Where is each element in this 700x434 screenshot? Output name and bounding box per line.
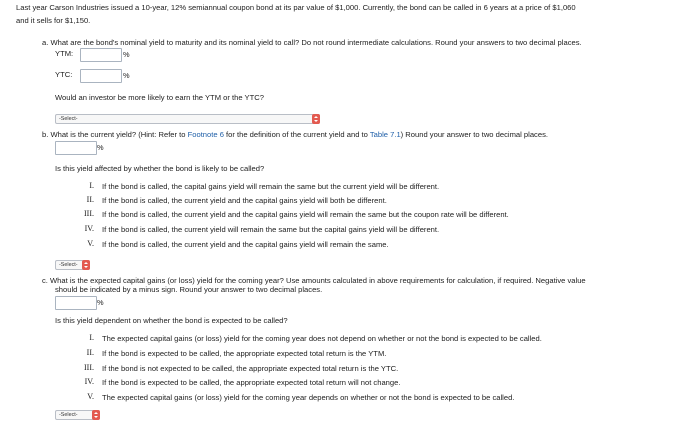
option-text: If the bond is called, the current yield and the capital gains yield will both be different.: [102, 196, 387, 205]
option-number: I.: [89, 181, 94, 190]
option-text: If the bond is called, the current yield and the capital gains yield will remain the same but the coupon rate will be different.: [102, 210, 509, 219]
part-b-question-post: ) Round your answer to two decimal places.: [400, 130, 548, 139]
option-text: If the bond is called, the current yield and the capital gains yield will remain the same.: [102, 240, 389, 249]
part-c-select-value: -Select-: [59, 412, 78, 418]
problem-intro-line2: and it sells for $1,150.: [16, 16, 91, 25]
footnote-6-link[interactable]: Footnote 6: [187, 130, 224, 139]
part-a-question: a. What are the bond's nominal yield to maturity and its nominal yield to call? Do not round intermediate calculations. Round your answers to two decimal places.: [42, 38, 582, 47]
option-text: If the bond is not expected to be called, the appropriate expected total return is the YTC.: [102, 364, 399, 373]
dropdown-arrow-icon: [312, 114, 320, 124]
option-text: If the bond is called, the current yield will remain the same but the capital gains yield will be different.: [102, 225, 440, 234]
part-b-question-pre: b. What is the current yield? (Hint: Refer to: [42, 130, 188, 139]
part-b-select-value: -Select-: [59, 262, 78, 268]
option-number: II.: [86, 195, 94, 204]
part-b-question-mid: for the definition of the current yield and to: [223, 130, 370, 139]
option-number: III.: [84, 363, 94, 372]
option-text: If the bond is expected to be called, the appropriate expected total return is the YTM.: [102, 349, 387, 358]
part-b-select[interactable]: [55, 260, 90, 270]
table-7-1-link[interactable]: Table 7.1: [369, 130, 401, 139]
part-b-question: [42, 130, 548, 139]
investor-question: Would an investor be more likely to earn the YTM or the YTC?: [55, 93, 264, 102]
current-yield-input[interactable]: [55, 141, 97, 155]
option-number: IV.: [84, 377, 94, 386]
part-c-question-line2: should be indicated by a minus sign. Round your answer to two decimal places.: [55, 285, 323, 294]
part-a-select[interactable]: [55, 114, 320, 124]
option-text: The expected capital gains (or loss) yield for the coming year depends on whether or not the bond is expected to be called.: [102, 393, 515, 402]
capital-gains-yield-percent: %: [97, 298, 104, 307]
ytm-percent: %: [123, 50, 130, 59]
option-number: IV.: [84, 224, 94, 233]
part-c-select[interactable]: [55, 410, 100, 420]
option-number: V.: [87, 239, 94, 248]
option-text: The expected capital gains (or loss) yield for the coming year does not depend on whether or not the bond is expected to be called.: [102, 334, 542, 343]
capital-gains-yield-input[interactable]: [55, 296, 97, 310]
ytc-input[interactable]: [80, 69, 122, 83]
dependent-question: Is this yield dependent on whether the bond is expected to be called?: [55, 316, 288, 325]
option-number: III.: [84, 209, 94, 218]
option-text: If the bond is expected to be called, the appropriate expected total return will not change.: [102, 378, 401, 387]
part-c-question-line1: c. What is the expected capital gains (or loss) yield for the coming year? Use amounts calculated in above requirements for calculation, if required. Negative value: [42, 276, 586, 285]
dropdown-arrow-icon: [82, 260, 90, 270]
ytm-input[interactable]: [80, 48, 122, 62]
ytc-label: YTC:: [55, 70, 73, 79]
dropdown-arrow-icon: [92, 410, 100, 420]
problem-intro-line1: Last year Carson Industries issued a 10-year, 12% semiannual coupon bond at its par value of $1,000. Currently, the bond can be called in 6 years at a price of $1,060: [16, 3, 576, 12]
affected-question: Is this yield affected by whether the bond is likely to be called?: [55, 164, 265, 173]
part-a-select-value: -Select-: [59, 116, 78, 122]
option-text: If the bond is called, the capital gains yield will remain the same but the current yield will be different.: [102, 182, 440, 191]
current-yield-percent: %: [97, 143, 104, 152]
option-number: II.: [86, 348, 94, 357]
ytc-percent: %: [123, 71, 130, 80]
ytm-label: YTM:: [55, 49, 74, 58]
option-number: I.: [89, 333, 94, 342]
option-number: V.: [87, 392, 94, 401]
